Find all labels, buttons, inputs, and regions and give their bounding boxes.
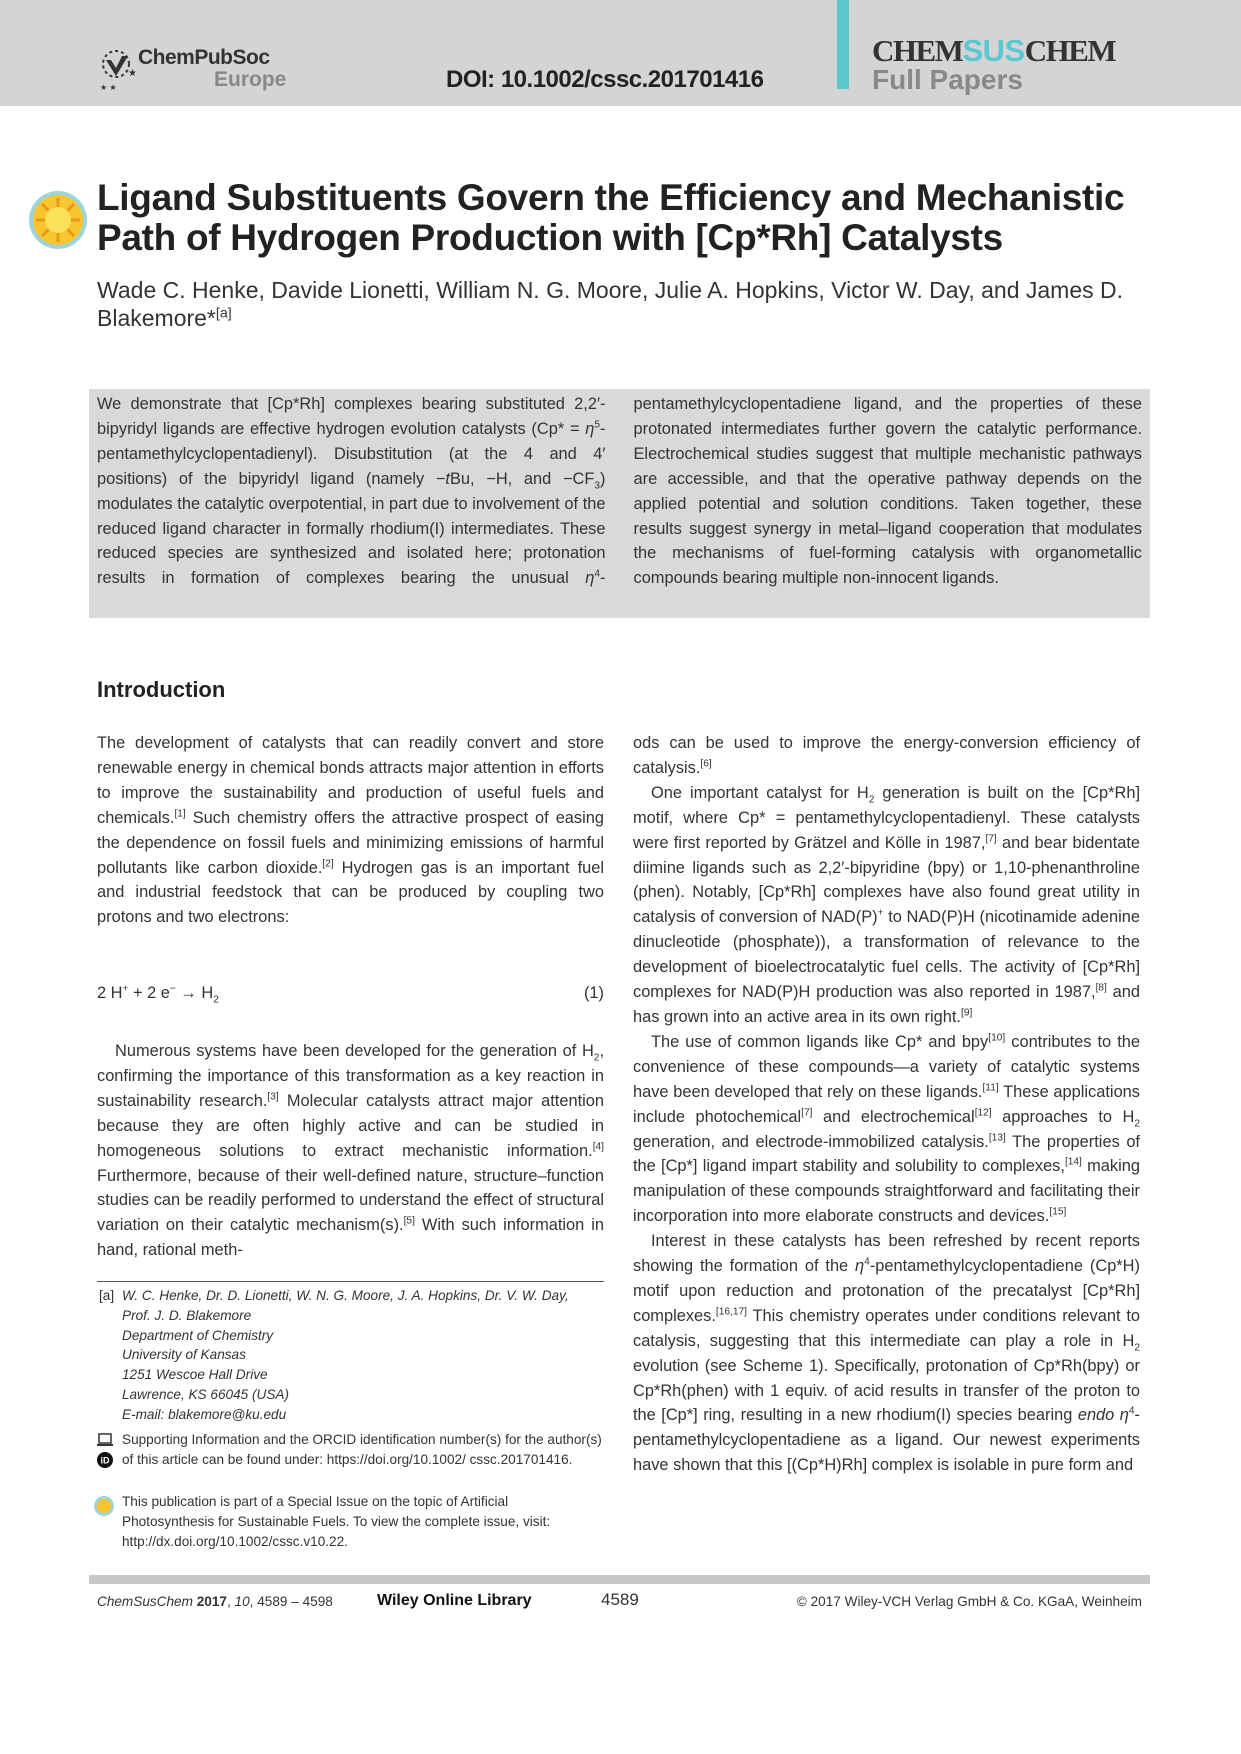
affiliation-line: 1251 Wescoe Hall Drive	[122, 1367, 268, 1383]
page-footer	[97, 1592, 1142, 1616]
paragraph: The development of catalysts that can readily convert and store renewable energy in chemical bonds attracts major attention in efforts to improve the sustainability and production of useful fuels and chemicals.[1] Such chemistry offers the attractive prospect of easing the dependence on fossil fuels and minimizing emissions of harmful pollutants like carbon dioxide.[2] Hydrogen gas is an important fuel and industrial feedstock that can be produced by coupling two protons and two electrons:	[97, 734, 604, 927]
affiliation-lines	[122, 1286, 569, 1425]
affiliation-line[interactable]: E-mail: blakemore@ku.edu	[122, 1406, 287, 1422]
svg-text:iD: iD	[100, 1455, 110, 1466]
right-column	[633, 731, 1140, 1478]
superscript: [7]	[801, 1107, 813, 1119]
superscript: [14]	[1064, 1156, 1082, 1168]
special-issue-note	[97, 1492, 604, 1552]
superscript: [3]	[267, 1091, 279, 1103]
superscript: [13]	[988, 1132, 1006, 1144]
abstract-text: We demonstrate that [Cp*Rh] complexes bearing substituted 2,2′-bipyridyl ligands are effective hydrogen evolution catalysts $(Cp* = \eta^5-pentamethylcyclopentadienyl)$. Disubstitution (at the 4 and 4′ positions) of the bipyridyl ligand (namely −tBu, −H, and $-CF_3$) modulates the catalytic overpotential, in part due to involvement of the reduced ligand character in formally rhodium(I) intermediates. These reduced species are synthesized and isolated here; protonation results in formation of complexes bearing the unusual $\eta^4$-pentamethylcyclopentadiene ligand, and the properties of these protonated intermediates further govern the catalytic performance. Electrochemical studies suggest that multiple mechanistic pathways are accessible, and that the operative pathway depends on the applied potential and solution conditions. Taken together, these results suggest synergy in metal–ligand cooperation that modulates the mechanisms of fuel-forming catalysis with organometallic compounds bearing multiple non-innocent ligands.	[97, 395, 1142, 588]
journal-name-part: SUS	[962, 33, 1025, 68]
emphasis: η	[585, 419, 595, 438]
superscript: [a]	[215, 305, 232, 322]
paragraph: Interest in these catalysts has been refreshed by recent reports showing the formation of the $\eta^4$-pentamethylcyclopentadiene (Cp*H) motif upon reduction and protonation of the precatalyst [Cp*Rh] complexes.[16,17] This chemistry operates under conditions relevant to catalysis, suggesting that this intermediate can play a role in $H_2$ evolution (see Scheme 1). Specifically, protonation of Cp*Rh(bpy) or Cp*Rh(phen) with 1 equiv. of acid results in transfer of the proton to the [Cp*] ring, resulting in a new rhodium(I) species bearing endo $\eta^4$-pentamethylcyclopentadiene as a ligand. Our newest experiments have shown that this [(Cp*H)Rh] complex is isolable in pure form and	[633, 1232, 1141, 1475]
emphasis: t	[445, 469, 450, 488]
footnote-divider	[97, 1281, 604, 1282]
article-title	[97, 178, 1157, 258]
subscript: 2	[1134, 1342, 1140, 1354]
affiliation-line: W. C. Henke, Dr. D. Lionetti, W. N. G. Moore, J. A. Hopkins, Dr. V. W. Day,	[122, 1288, 569, 1303]
equation-number: (1)	[583, 984, 604, 1002]
equation-body: 2 H+ + 2 $e^- \to H_2$	[97, 983, 219, 1006]
special-issue-sun-icon	[94, 1496, 114, 1516]
subscript: 3	[594, 480, 601, 491]
paragraph: ods can be used to improve the energy-conversion efficiency of catalysis.[6]	[633, 734, 1140, 777]
svg-text:★: ★	[128, 68, 137, 79]
superscript: 4	[594, 568, 601, 580]
superscript: [5]	[403, 1215, 415, 1227]
supporting-info-note	[97, 1430, 604, 1490]
accent-bar	[837, 0, 849, 89]
star-badge-icon	[98, 46, 136, 92]
copyright: © 2017 Wiley-VCH Verlag GmbH & Co. KGaA, Weinheim	[796, 1594, 1142, 1609]
title-line: Ligand Substituents Govern the Efficiency and Mechanistic	[97, 177, 1125, 218]
special-issue-sun-icon	[28, 190, 88, 250]
affiliation-line: Lawrence, KS 66045 (USA)	[122, 1386, 289, 1402]
emphasis: 2017	[196, 1594, 227, 1609]
abstract-box	[89, 389, 1150, 618]
page-number: 4589	[601, 1590, 639, 1609]
superscript: [4]	[592, 1141, 604, 1153]
footer-divider	[89, 1575, 1150, 1584]
superscript: [16,17]	[715, 1306, 747, 1318]
journal-name-part: CHEM	[872, 33, 963, 68]
author-list: Wade C. Henke, Davide Lionetti, William N. G. Moore, Julie A. Hopkins, Victor W. Day, and James D. Blakemore*[a]	[97, 277, 1124, 331]
equation	[97, 981, 604, 1006]
superscript: [11]	[982, 1082, 999, 1094]
title-line: Path of Hydrogen Production with [Cp*Rh] Catalysts	[97, 217, 1003, 258]
publisher-name: ChemPubSoc	[138, 46, 270, 69]
article-type: Full Papers	[872, 64, 1023, 95]
subscript: 2	[593, 1052, 600, 1064]
journal-name-part: CHEM	[1024, 33, 1116, 68]
superscript: [8]	[1095, 982, 1107, 994]
affiliation-line: Department of Chemistry	[122, 1327, 274, 1343]
superscript: [2]	[322, 858, 334, 870]
superscript: +	[877, 907, 884, 919]
svg-text:★ ★: ★ ★	[100, 83, 117, 92]
wiley-online-library-link[interactable]: Wiley Online Library	[377, 1592, 532, 1609]
special-issue-text[interactable]: This publication is part of a Special Issue on the topic of Artificial Photosynthesis for Sustainable Fuels. To view the complete issue, visit: http://dx.doi.org/10.1002/cssc.v10.22.	[122, 1494, 551, 1549]
superscript: [1]	[174, 808, 186, 820]
superscript: [9]	[961, 1007, 973, 1019]
emphasis: endo η	[1077, 1406, 1129, 1425]
emphasis: η	[855, 1257, 865, 1276]
chempubsoc-logo	[98, 46, 288, 94]
emphasis: ChemSusChem	[97, 1594, 193, 1609]
doi[interactable]: DOI: 10.1002/cssc.201701416	[446, 66, 764, 93]
superscript: +	[122, 983, 129, 995]
emphasis: 10	[234, 1594, 250, 1609]
supporting-info-text[interactable]: Supporting Information and the ORCID identification number(s) for the author(s) of this article can be found under: https://doi.org/10.1002/ cssc.201701416.	[122, 1432, 602, 1467]
affiliation-line: University of Kansas	[122, 1347, 246, 1363]
paragraph: The use of common ligands like Cp* and bpy[10] contributes to the convenience of these compounds—a variety of catalytic systems have been developed that rely on these ligands.[11] These applications include photochemical[7] and electrochemical[12] approaches to $H_2$ generation, and electrode-immobilized catalysis.[13] The properties of the [Cp*] ligand impart stability and solubility to complexes,[14] making manipulation of these compounds straightforward and facilitating their incorporation into more elaborate constructs and devices.[15]	[633, 1032, 1141, 1226]
superscript: 4	[864, 1256, 870, 1268]
publisher-region: Europe	[214, 68, 287, 91]
superscript: [10]	[988, 1032, 1006, 1044]
superscript: −	[169, 983, 176, 995]
computer-icon	[97, 1432, 113, 1448]
section-heading: Introduction	[97, 677, 226, 702]
superscript: 4	[1128, 1406, 1135, 1417]
subscript: 2	[868, 794, 875, 806]
superscript: 5	[594, 419, 601, 431]
paragraph: Numerous systems have been developed for the generation of $H_2$, confirming the importance of this transformation as a key reaction in sustainability research.[3] Molecular catalysts attract major attention because they are often highly active and can be studied in homogeneous solutions to extract mechanistic information.[4] Furthermore, because of their well-defined nature, structure–function studies can be readily performed to understand the effect of structural variation on their catalytic mechanism(s).[5] With such information in hand, rational meth-	[97, 1042, 605, 1260]
affiliation-line: Prof. J. D. Blakemore	[122, 1307, 252, 1323]
superscript: [6]	[700, 758, 712, 770]
left-column-top	[97, 731, 604, 930]
left-column-bottom	[97, 1039, 604, 1263]
superscript: [7]	[985, 833, 997, 845]
superscript: [12]	[974, 1107, 992, 1119]
citation: ChemSusChem 2017, 10, 4589 – 4598	[97, 1594, 333, 1609]
subscript: 2	[1134, 1117, 1141, 1129]
footnote-label: [a]	[99, 1288, 115, 1303]
paragraph: One important catalyst for $H_2$ generation is built on the [Cp*Rh] motif, where Cp* = pentamethylcyclopentadienyl. These catalysts were first reported by Grätzel and Kölle in 1987,[7] and bear bidentate diimine ligands such as 2,2′-bipyridine (bpy) or 1,10-phenanthroline (phen). Notably, [Cp*Rh] complexes have also found great utility in catalysis of conversion of NAD(P)+ to NAD(P)H (nicotinamide adenine dinucleotide (phosphate)), a transformation of relevance to the development of bioelectrocatalytic fuel cells. The activity of [Cp*Rh] complexes for NAD(P)H production was also reported in 1987,[8] and has grown into an active area in its own right.[9]	[633, 783, 1140, 1026]
orcid-icon[interactable]	[97, 1452, 113, 1468]
emphasis: η	[585, 569, 595, 588]
subscript: 2	[213, 994, 219, 1006]
superscript: [15]	[1049, 1206, 1067, 1218]
